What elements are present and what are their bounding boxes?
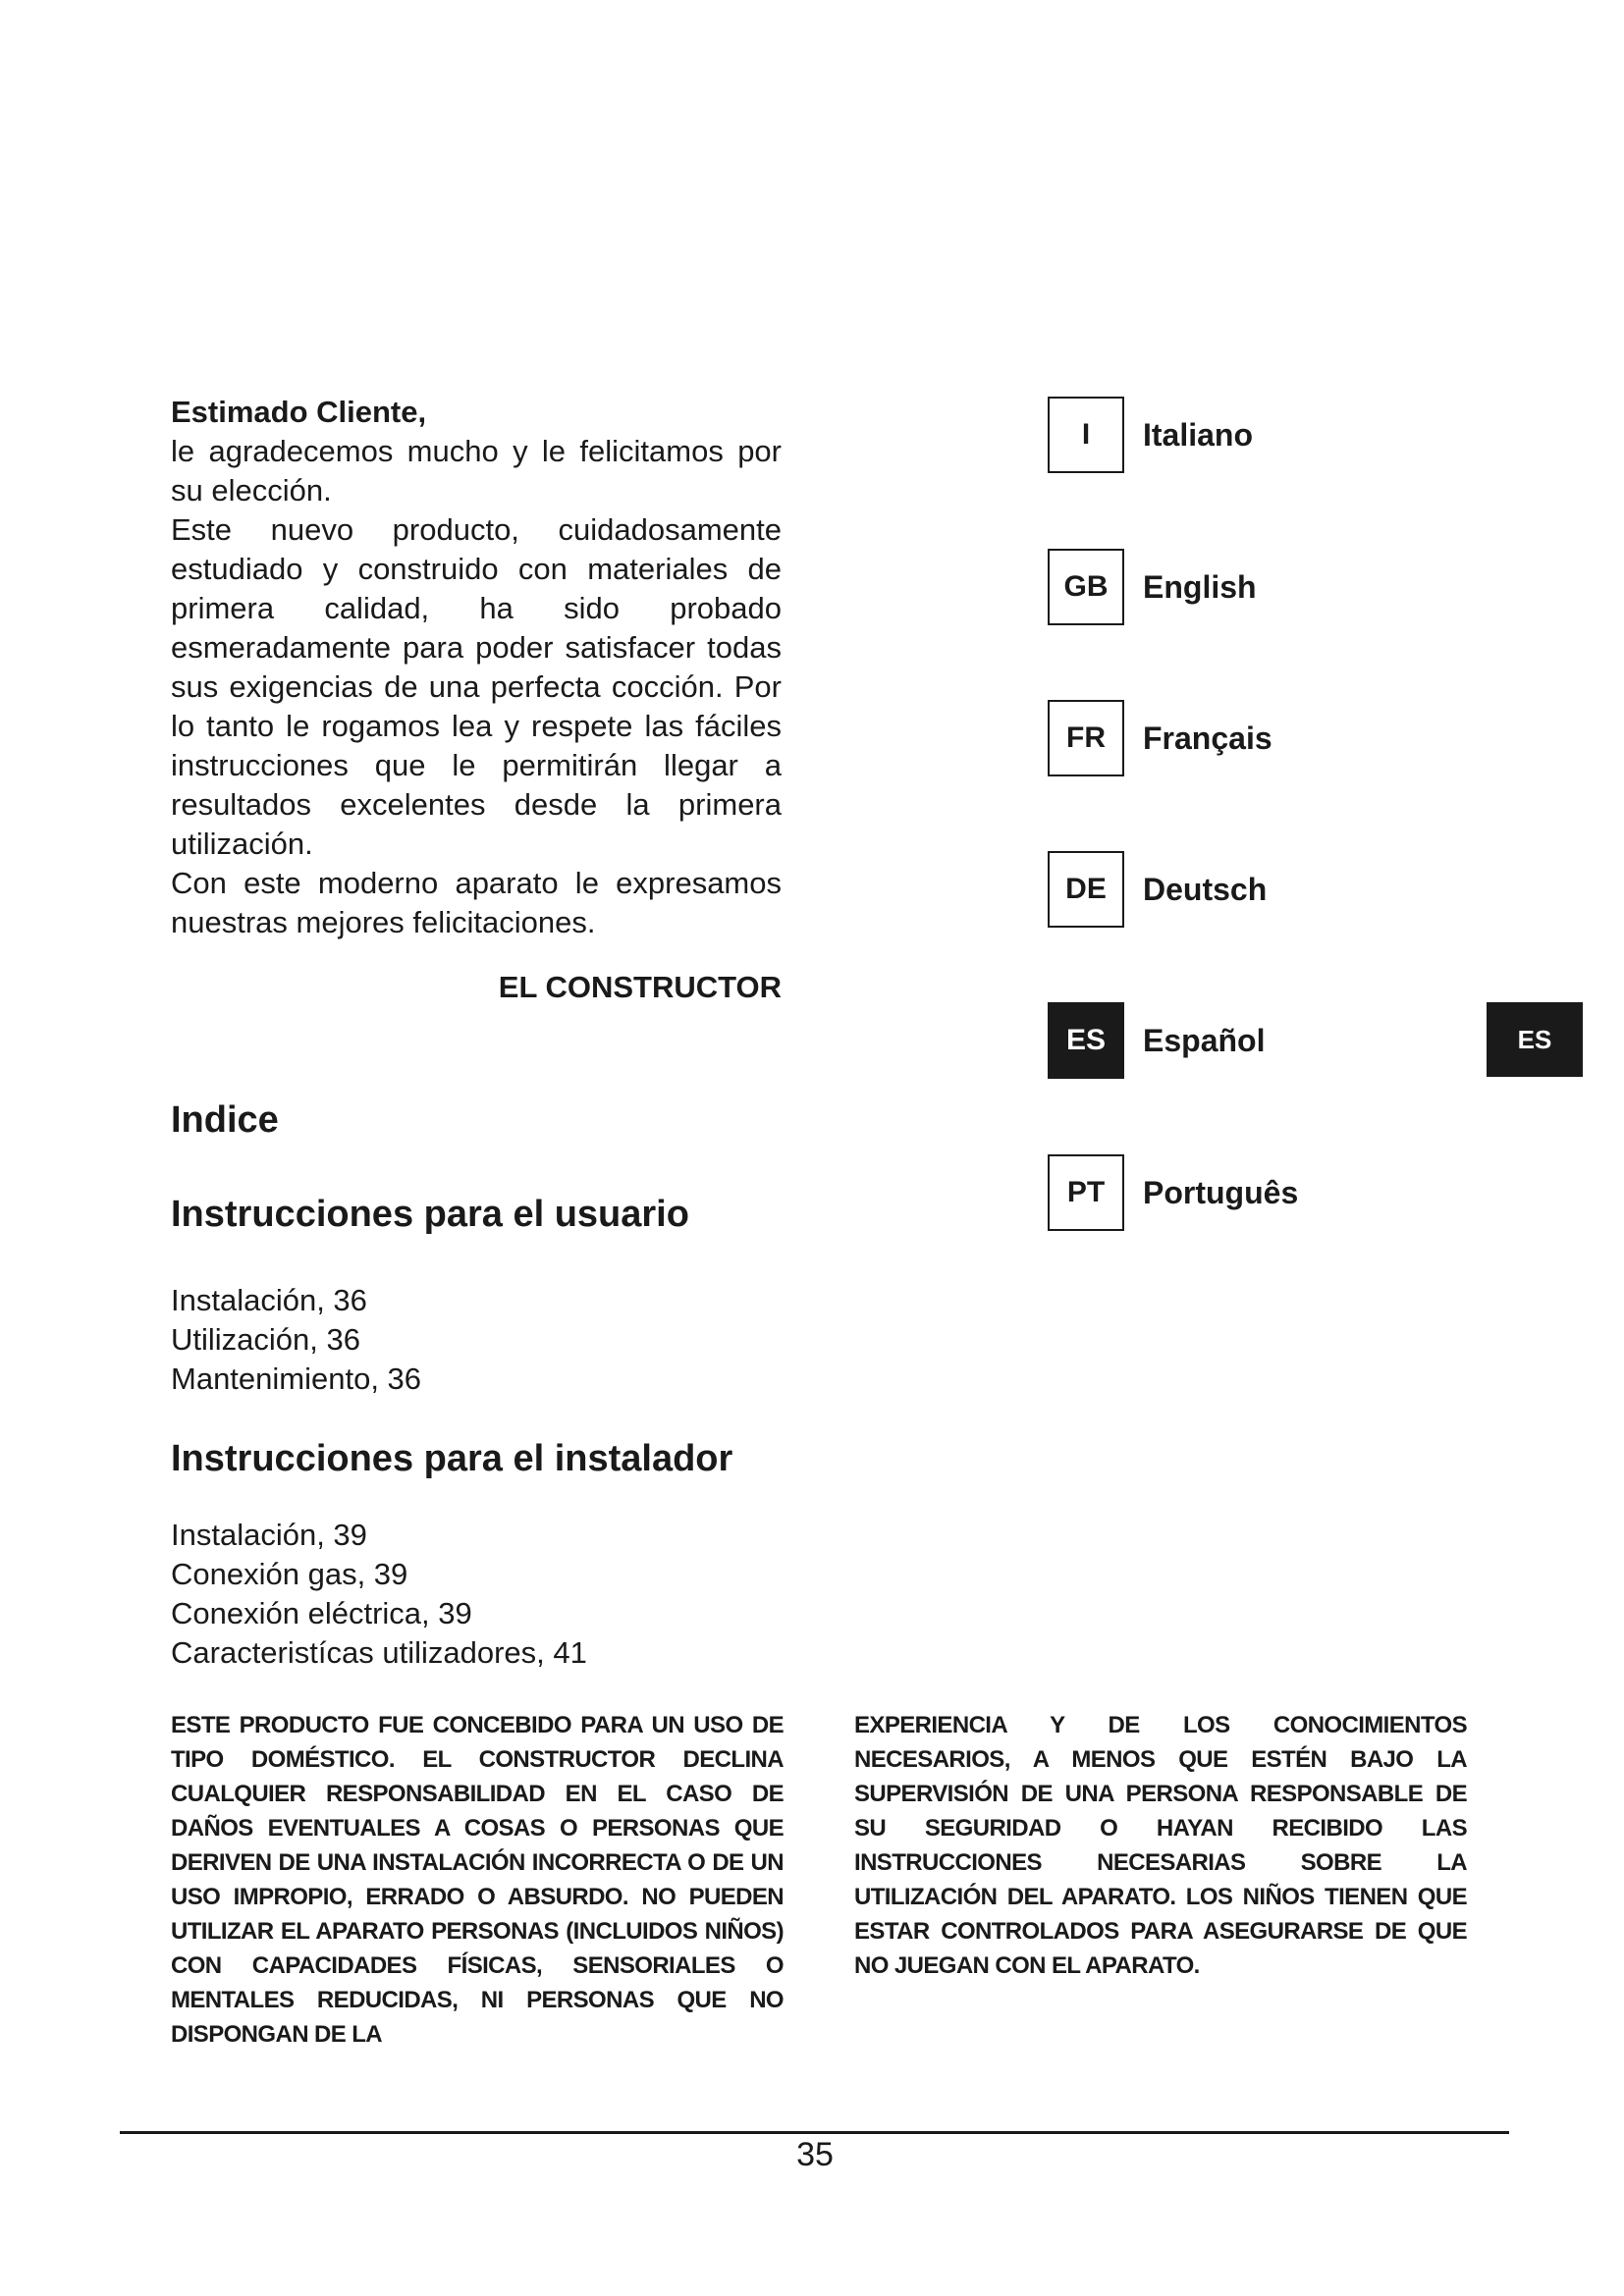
language-code-box-active: ES bbox=[1048, 1002, 1124, 1079]
index-title: Indice bbox=[171, 1099, 279, 1141]
language-name: Español bbox=[1143, 1022, 1266, 1058]
page-number: 35 bbox=[796, 2136, 834, 2173]
toc-item-maintenance[interactable]: Mantenimiento, 36 bbox=[171, 1362, 422, 1396]
language-code-box: I bbox=[1048, 397, 1124, 473]
toc-item-gas-connection[interactable]: Conexión gas, 39 bbox=[171, 1557, 408, 1591]
toc-item-burner-characteristics[interactable]: Caracteristícas utilizadores, 41 bbox=[171, 1635, 587, 1670]
footer-rule bbox=[120, 2131, 1509, 2134]
language-name: English bbox=[1143, 568, 1257, 605]
language-name: Italiano bbox=[1143, 416, 1254, 453]
language-item-it[interactable] bbox=[1048, 397, 1253, 473]
intro-paragraph-2: Este nuevo producto, cuidadosamente estudiado y construido con materiales de primera calidad, ha sido probado esmeradamente para poder satisfacer todas sus exigencias de una perfecta cocción. Por lo tanto le rogamos lea y respete las fáciles instrucciones que le permitirán llegar a resultados excelentes desde la primera utilización. bbox=[171, 512, 782, 861]
intro-paragraph-3: Con este moderno aparato le expresamos nuestras mejores felicitaciones. bbox=[171, 866, 782, 939]
intro-paragraph-1: le agradecemos mucho y le felicitamos por su elección. bbox=[171, 434, 782, 507]
language-code-box: GB bbox=[1048, 549, 1124, 625]
user-toc-list bbox=[171, 1281, 421, 1399]
language-name: Deutsch bbox=[1143, 871, 1268, 907]
language-code-box: FR bbox=[1048, 700, 1124, 776]
user-section-title: Instrucciones para el usuario bbox=[171, 1194, 689, 1235]
greeting: Estimado Cliente, bbox=[171, 395, 427, 429]
toc-item-usage[interactable]: Utilización, 36 bbox=[171, 1322, 360, 1357]
language-item-gb[interactable] bbox=[1048, 549, 1257, 625]
warning-column-left: ESTE PRODUCTO FUE CONCEBIDO PARA UN USO DE TIPO DOMÉSTICO. EL CONSTRUCTOR DECLINA CUALQUIER RESPONSABILIDAD EN EL CASO DE DAÑOS EVENTUALES A COSAS O PERSONAS QUE DERIVEN DE UNA INSTALACIÓN INCORRECTA O DE UN USO IMPROPIO, ERRADO O ABSURDO. NO PUEDEN UTILIZAR EL APARATO PERSONAS (INCLUIDOS NIÑOS) CON CAPACIDADES FÍSICAS, SENSORIALES O MENTALES REDUCIDAS, NI PERSONAS QUE NO DISPONGAN DE LA bbox=[171, 1712, 784, 2048]
language-name: Português bbox=[1143, 1174, 1299, 1210]
toc-item-installer-installation[interactable]: Instalación, 39 bbox=[171, 1518, 367, 1552]
signature: EL CONSTRUCTOR bbox=[498, 970, 782, 1004]
toc-item-electrical-connection[interactable]: Conexión eléctrica, 39 bbox=[171, 1596, 472, 1630]
language-item-fr[interactable] bbox=[1048, 700, 1272, 776]
language-item-de[interactable] bbox=[1048, 851, 1267, 928]
language-name: Français bbox=[1143, 720, 1272, 756]
toc-item-installation[interactable]: Instalación, 36 bbox=[171, 1283, 367, 1317]
section-thumb-tab: ES bbox=[1487, 1002, 1583, 1077]
installer-toc-list bbox=[171, 1516, 587, 1673]
language-code-box: PT bbox=[1048, 1154, 1124, 1231]
warning-column-right: EXPERIENCIA Y DE LOS CONOCIMIENTOS NECESARIOS, A MENOS QUE ESTÉN BAJO LA SUPERVISIÓN DE UNA PERSONA RESPONSABLE DE SU SEGURIDAD O HAYAN RECIBIDO LAS INSTRUCCIONES NECESARIAS SOBRE LA UTILIZACIÓN DEL APARATO. LOS NIÑOS TIENEN QUE ESTAR CONTROLADOS PARA ASEGURARSE DE QUE NO JUEGAN CON EL APARATO. bbox=[854, 1712, 1467, 1979]
language-item-es[interactable] bbox=[1048, 1002, 1265, 1079]
intro-letter bbox=[171, 393, 782, 942]
installer-section-title: Instrucciones para el instalador bbox=[171, 1438, 733, 1479]
language-item-pt[interactable] bbox=[1048, 1154, 1298, 1231]
language-code-box: DE bbox=[1048, 851, 1124, 928]
